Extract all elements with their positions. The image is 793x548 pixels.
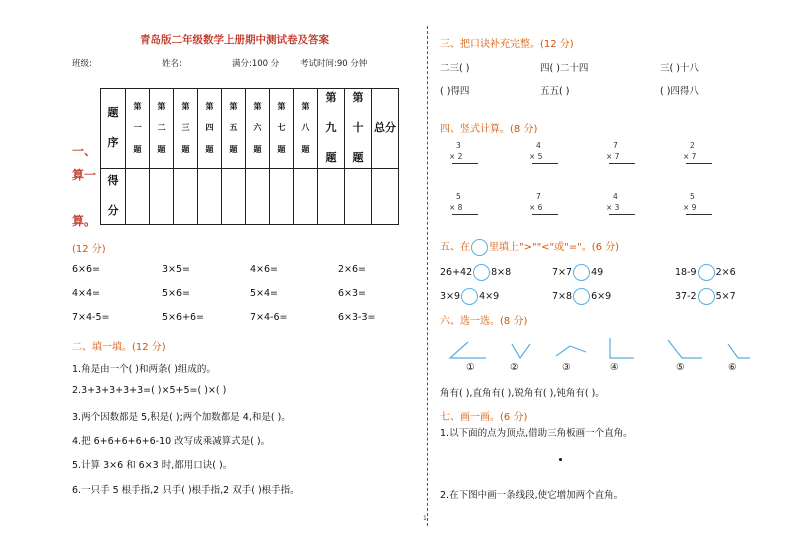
section1-points: (12 分) — [72, 244, 106, 255]
calc-top-value: 3 — [456, 141, 461, 150]
vertical-calc-2 — [526, 140, 558, 165]
calc-top — [526, 140, 558, 151]
calc-op — [446, 202, 478, 213]
compare-right: 49 — [591, 267, 604, 278]
score-cell-9[interactable] — [318, 169, 345, 225]
score-cell-2[interactable] — [150, 169, 174, 225]
score-cell-1[interactable] — [126, 169, 150, 225]
compare-left: 7×8 — [552, 291, 573, 302]
angle-label-6: ⑥ — [728, 362, 737, 373]
compare-left: 26+42 — [440, 267, 473, 278]
score-cell-4[interactable] — [198, 169, 222, 225]
score-cell-10[interactable] — [345, 169, 372, 225]
angle-4 — [610, 338, 634, 358]
section1-title-2: 算一 — [72, 168, 97, 182]
angle-1 — [450, 342, 486, 358]
calc-op-value: × 3 — [606, 203, 620, 212]
calc-top-value: 5 — [690, 192, 695, 201]
class-label: 班级: — [72, 59, 92, 69]
calc-op — [446, 151, 478, 162]
section4-title: 四、竖式计算。(8 分) — [440, 124, 538, 135]
vertical-calc-1 — [446, 140, 478, 165]
calc-top — [446, 191, 478, 202]
col-header-6: 第 六 题 — [246, 89, 270, 169]
calc-line — [686, 214, 712, 215]
fill-item-4: 4.把 6+6+6+6+6-10 改写成乘减算式是( )。 — [72, 436, 271, 447]
compare-item — [552, 264, 603, 281]
fill-item-5: 5.计算 3×6 和 6×3 时,都用口诀( )。 — [72, 460, 233, 471]
compare-item — [440, 288, 499, 305]
koujue-item: ( )四得八 — [660, 86, 699, 97]
calc-op — [680, 151, 712, 162]
compare-circle[interactable] — [461, 288, 478, 305]
calc-op-value: × 7 — [606, 152, 620, 161]
calc-op-value: × 8 — [449, 203, 463, 212]
section6-answer-line: 角有( ),直角有( ),锐角有( ),钝角有( )。 — [440, 388, 605, 399]
angle-label-5: ⑤ — [676, 362, 685, 373]
fill-item-1: 1.角是由一个( )和两条( )组成的。 — [72, 364, 216, 375]
row-header-tixu: 题 序 — [101, 89, 126, 169]
calc-top-value: 4 — [613, 192, 618, 201]
full-score: 满分:100 分 — [232, 59, 280, 69]
col-header-10: 第 十 题 — [345, 89, 372, 169]
calc-op-value: × 5 — [529, 152, 543, 161]
calc-top — [680, 140, 712, 151]
calc-op — [680, 202, 712, 213]
koujue-item: 五五( ) — [540, 86, 570, 97]
calc-line — [532, 214, 558, 215]
calc-line — [452, 214, 478, 215]
col-header-3: 第 三 题 — [174, 89, 198, 169]
vertical-calc-6 — [526, 191, 558, 216]
calc-item: 6×3= — [338, 288, 367, 299]
compare-circle[interactable] — [573, 264, 590, 281]
column-divider — [427, 26, 428, 526]
col-header-9: 第 九 题 — [318, 89, 345, 169]
col-header-8: 第 八 题 — [294, 89, 318, 169]
fill-item-3: 3.两个因数都是 5,积是( );两个加数都是 4,和是( )。 — [72, 412, 291, 423]
calc-item: 6×3-3= — [338, 312, 376, 323]
section3-title: 三、把口诀补充完整。(12 分) — [440, 39, 574, 50]
compare-item — [440, 264, 511, 281]
calc-item: 4×6= — [250, 264, 279, 275]
calc-top — [446, 140, 478, 151]
compare-right: 8×8 — [491, 267, 512, 278]
calc-top-value: 7 — [536, 192, 541, 201]
calc-top — [603, 191, 635, 202]
calc-top — [526, 191, 558, 202]
row-header-defen: 得 分 — [101, 169, 126, 225]
score-cell-11[interactable] — [372, 169, 399, 225]
angle-2 — [512, 344, 530, 358]
score-cell-3[interactable] — [174, 169, 198, 225]
angle-label-3: ③ — [562, 362, 571, 373]
calc-line — [609, 163, 635, 164]
section1-title-3: 算。 — [72, 214, 97, 228]
col-header-1: 第 一 题 — [126, 89, 150, 169]
name-label: 姓名: — [162, 59, 182, 69]
calc-top-value: 2 — [690, 141, 695, 150]
angle-6 — [728, 344, 750, 358]
score-cell-7[interactable] — [270, 169, 294, 225]
calc-op-value: × 9 — [683, 203, 697, 212]
section7-item1: 1.以下面的点为顶点,借助三角板画一个直角。 — [440, 428, 633, 439]
angle-5 — [668, 340, 702, 358]
calc-item: 5×6+6= — [162, 312, 205, 323]
page-number: 1 — [423, 515, 427, 522]
section6-title: 六、选一选。(8 分) — [440, 316, 528, 327]
compare-right: 4×9 — [479, 291, 500, 302]
koujue-item: 四( )二十四 — [540, 63, 589, 74]
calc-top — [680, 191, 712, 202]
calc-op-value: × 7 — [683, 152, 697, 161]
section7-title: 七、画一画。(6 分) — [440, 412, 528, 423]
calc-top-value: 4 — [536, 141, 541, 150]
compare-circle[interactable] — [573, 288, 590, 305]
compare-item — [552, 288, 611, 305]
compare-left: 18-9 — [675, 267, 697, 278]
compare-circle[interactable] — [698, 264, 715, 281]
calc-item: 7×4-5= — [72, 312, 110, 323]
col-header-2: 第 二 题 — [150, 89, 174, 169]
section1-title-1: 一、 — [72, 144, 97, 158]
col-header-4: 第 四 题 — [198, 89, 222, 169]
compare-item — [675, 264, 736, 281]
vertex-dot — [559, 458, 562, 461]
score-cell-6[interactable] — [246, 169, 270, 225]
calc-item: 6×6= — [72, 264, 101, 275]
section7-item2: 2.在下图中画一条线段,使它增加两个直角。 — [440, 490, 624, 501]
calc-op — [526, 151, 558, 162]
compare-right: 6×9 — [591, 291, 612, 302]
koujue-item: ( )得四 — [440, 86, 470, 97]
vertical-calc-5 — [446, 191, 478, 216]
vertical-calc-3 — [603, 140, 635, 165]
calc-top-value: 7 — [613, 141, 618, 150]
calc-line — [686, 163, 712, 164]
calc-item: 3×5= — [162, 264, 191, 275]
score-table — [100, 88, 399, 225]
compare-circle[interactable] — [698, 288, 715, 305]
calc-line — [532, 163, 558, 164]
calc-op — [603, 202, 635, 213]
koujue-item: 三( )十八 — [660, 63, 699, 74]
calc-item: 2×6= — [338, 264, 367, 275]
calc-top-value: 5 — [456, 192, 461, 201]
page-title: 青岛版二年级数学上册期中测试卷及答案 — [140, 34, 329, 46]
compare-left: 7×7 — [552, 267, 573, 278]
calc-op — [603, 151, 635, 162]
section5-title: 五、在 里填上">""<"或"="。(6 分) — [440, 238, 619, 256]
angle-label-1: ① — [466, 362, 475, 373]
angle-3 — [556, 346, 586, 356]
calc-item: 5×4= — [250, 288, 279, 299]
calc-op-value: × 6 — [529, 203, 543, 212]
score-cell-8[interactable] — [294, 169, 318, 225]
calc-item: 7×4-6= — [250, 312, 288, 323]
compare-left: 3×9 — [440, 291, 461, 302]
compare-item — [675, 288, 736, 305]
col-header-11: 总分 — [372, 89, 399, 169]
calc-line — [609, 214, 635, 215]
calc-item: 4×4= — [72, 288, 101, 299]
calc-op-value: × 2 — [449, 152, 463, 161]
fill-item-2: 2.3+3+3+3+3=( )×5+5=( )×( ) — [72, 385, 227, 396]
vertical-calc-7 — [603, 191, 635, 216]
calc-item: 5×6= — [162, 288, 191, 299]
calc-op — [526, 202, 558, 213]
vertical-calc-8 — [680, 191, 712, 216]
col-header-5: 第 五 题 — [222, 89, 246, 169]
calc-top — [603, 140, 635, 151]
angle-label-2: ② — [510, 362, 519, 373]
circle-icon — [471, 239, 488, 256]
vertical-calc-4 — [680, 140, 712, 165]
compare-left: 37-2 — [675, 291, 697, 302]
section2-title: 二、填一填。(12 分) — [72, 342, 166, 353]
score-cell-5[interactable] — [222, 169, 246, 225]
compare-right: 2×6 — [715, 267, 736, 278]
angles-figure — [438, 338, 758, 364]
exam-time: 考试时间:90 分钟 — [300, 59, 368, 69]
col-header-7: 第 七 题 — [270, 89, 294, 169]
fill-item-6: 6.一只手 5 根手指,2 只手( )根手指,2 双手( )根手指。 — [72, 485, 300, 496]
compare-circle[interactable] — [473, 264, 490, 281]
calc-line — [452, 163, 478, 164]
compare-right: 5×7 — [715, 291, 736, 302]
angle-label-4: ④ — [610, 362, 619, 373]
koujue-item: 二三( ) — [440, 63, 470, 74]
